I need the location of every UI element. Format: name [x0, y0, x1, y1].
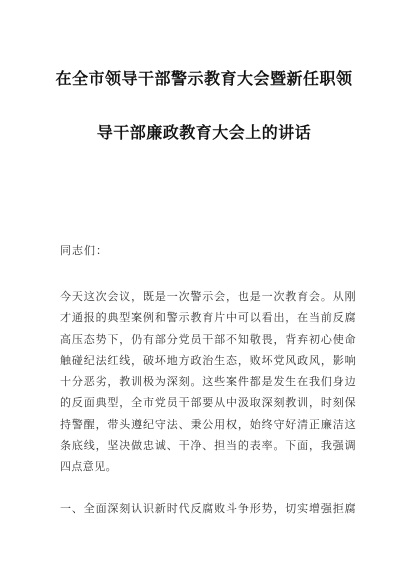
paragraph-line: 十分恶劣，教训极为深刻。这些案件都是发生在我们身边 [60, 375, 356, 389]
document-title-line-2: 导干部廉政教育大会上的讲话 [96, 123, 312, 142]
salutation: 同志们： [60, 244, 108, 257]
paragraph-line: 的反面典型，全市党员干部要从中汲取深刻教训，时刻保 [60, 396, 356, 410]
paragraph-line: 触碰纪法红线，破坏地方政治生态，败坏党风政风，影响 [60, 353, 356, 367]
paragraph-line: 高压态势下，仍有部分党员干部不知敬畏，背弃初心使命 [60, 332, 356, 346]
paragraph-line: 条底线，坚决做忠诚、干净、担当的表率。下面，我强调 [60, 439, 356, 453]
section-heading-1: 一、全面深刻认识新时代反腐败斗争形势，切实增强拒腐 [60, 502, 356, 515]
paragraph-line: 四点意见。 [60, 460, 117, 474]
document-title-line-1: 在全市领导干部警示教育大会暨新任职领 [55, 69, 353, 88]
opening-paragraph [60, 286, 356, 478]
paragraph-line: 才通报的典型案例和警示教育片中可以看出，在当前反腐 [60, 311, 356, 325]
paragraph-line: 今天这次会议，既是一次警示会，也是一次教育会。从刚 [60, 290, 356, 303]
paragraph-line: 持警醒，带头遵纪守法、秉公用权，始终守好清正廉洁这 [60, 417, 356, 431]
